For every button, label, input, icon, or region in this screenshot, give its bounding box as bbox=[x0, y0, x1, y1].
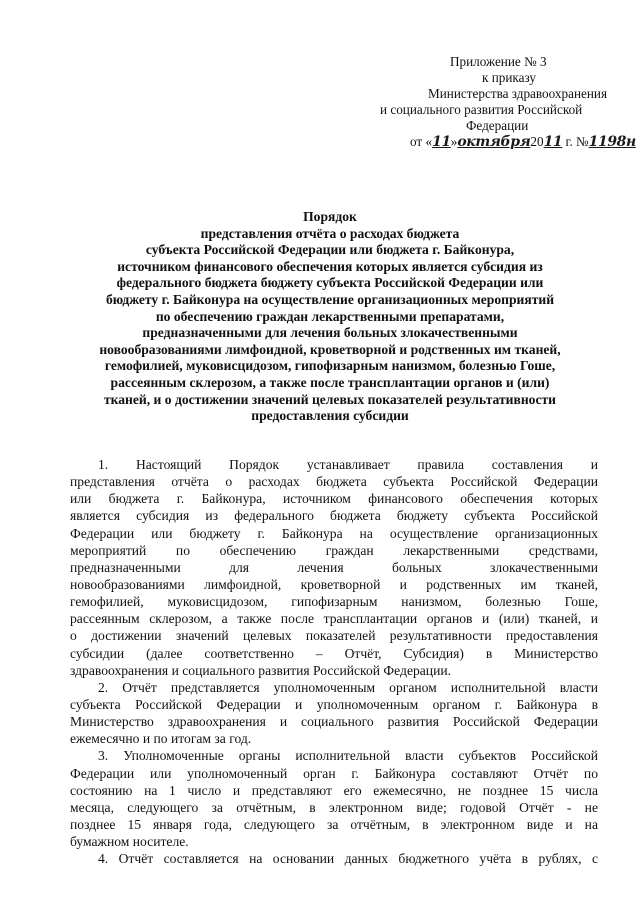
title-line: новообразованиями лимфоидной, кроветворной и родственных им тканей, bbox=[99, 341, 561, 357]
paragraph-3-line: 3. Уполномоченные органы исполнительной власти субъектов Российской bbox=[98, 748, 598, 764]
paragraph-1-line: новообразованиями лимфоидной, кроветворной и родственных им тканей, bbox=[70, 576, 598, 592]
handwritten-year: 11 bbox=[543, 134, 563, 150]
paragraph-3-line: бумажном носителе. bbox=[70, 834, 189, 850]
title-line: тканей, и о достижении значений целевых показателей результативности bbox=[103, 391, 557, 407]
paragraph-3-line: Федерации или уполномоченный орган г. Байконура составляют Отчёт по bbox=[70, 765, 598, 781]
order-label: к приказу bbox=[482, 70, 536, 85]
paragraph-1-line: гемофилией, муковисцидозом, гипофизарным нанизмом, болезнью Гоше, bbox=[70, 594, 598, 610]
paragraph-1-line: 1. Настоящий Порядок устанавливает правила составления и bbox=[98, 457, 598, 472]
paragraph-2-line: 2. Отчёт представляется уполномоченным органом исполнительной власти bbox=[98, 679, 598, 695]
paragraph-1-line: субсидии (далее соответственно – Отчёт, Субсидия) в Министерство bbox=[70, 645, 598, 661]
handwritten-month: октября bbox=[457, 134, 531, 150]
ministry-line-3: Федерации bbox=[466, 118, 529, 133]
title-line: предназначенными для лечения больных злокачественными bbox=[142, 325, 518, 341]
title-line: представления отчёта о расходах бюджета bbox=[200, 225, 460, 241]
paragraph-1-line: представления отчёта о расходах бюджета субъекта Российской Федерации bbox=[70, 474, 598, 490]
paragraph-1-line: предназначенными для лечения больных злокачественными bbox=[70, 559, 598, 575]
date-prefix: от « bbox=[410, 134, 433, 149]
paragraph-1-line: Федерации или бюджету г. Байконура на осуществление организационных bbox=[70, 525, 598, 541]
handwritten-day: 11 bbox=[432, 134, 451, 150]
paragraph-1-line: рассеянным склерозом, а также после трансплантации органов и (или) тканей, и bbox=[70, 611, 598, 627]
paragraph-1-line: или бюджета г. Байконура, источником финансового обеспечения которых bbox=[70, 491, 598, 507]
date-g: г. № bbox=[562, 134, 589, 149]
paragraph-2-line: субъекта Российской Федерации и уполномоченным органом г. Байконура в bbox=[70, 696, 598, 712]
title-line: по обеспечению граждан лекарственными препаратами, bbox=[155, 308, 505, 324]
handwritten-order-number: 1198н bbox=[588, 134, 636, 150]
title-line: предоставления субсидии bbox=[251, 408, 409, 424]
title-line: бюджету г. Байконура на осуществление организационных мероприятий bbox=[105, 291, 555, 307]
appendix-header bbox=[330, 54, 636, 150]
title-line: Порядок bbox=[303, 209, 357, 224]
paragraph-2-line: ежемесячно и по итогам за год. bbox=[70, 731, 252, 747]
order-date-line bbox=[330, 134, 636, 150]
date-sep: » bbox=[450, 134, 458, 149]
paragraph-2-line: Министерство здравоохранения и социального развития Российской Федерации bbox=[70, 714, 598, 730]
paragraph-1-line: мероприятий по обеспечению граждан лекарственными средствами, bbox=[70, 542, 598, 558]
document-body bbox=[70, 456, 598, 867]
ministry-line-1: Министерства здравоохранения bbox=[428, 86, 608, 101]
date-year-prefix: 20 bbox=[530, 134, 544, 149]
paragraph-1-line: здравоохранения и социального развития Российской Федерации. bbox=[70, 662, 452, 678]
appendix-label: Приложение № 3 bbox=[450, 54, 547, 69]
title-line: гемофилией, муковисцидозом, гипофизарным нанизмом, болезнью Гоше, bbox=[104, 358, 556, 374]
title-line: источником финансового обеспечения которых является субсидия из bbox=[117, 258, 543, 274]
title-line: субъекта Российской Федерации или бюджета г. Байконура, bbox=[145, 242, 515, 258]
paragraph-1-line: является субсидия из федерального бюджета бюджету субъекта Российской bbox=[70, 508, 598, 524]
paragraph-3-line: позднее 15 января года, следующего за отчётным, в электронном виде и на bbox=[70, 816, 598, 832]
paragraph-4-line: 4. Отчёт составляется на основании данных бюджетного учёта в рублях, с bbox=[98, 851, 598, 867]
document-title bbox=[40, 209, 620, 425]
paragraph-1-line: о достижении значений целевых показателей результативности предоставления bbox=[70, 628, 598, 644]
title-line: рассеянным склерозом, а также после трансплантации органов и (или) bbox=[110, 374, 550, 390]
paragraph-3-line: состоянию на 1 число и представляют его ежемесячно, не позднее 15 числа bbox=[70, 782, 598, 798]
title-line: федерального бюджета бюджету субъекта Российской Федерации или bbox=[116, 275, 544, 291]
paragraph-3-line: месяца, следующего за отчётным, в электронном виде; годовой Отчёт - не bbox=[70, 799, 598, 815]
ministry-line-2: и социального развития Российской bbox=[380, 102, 583, 117]
